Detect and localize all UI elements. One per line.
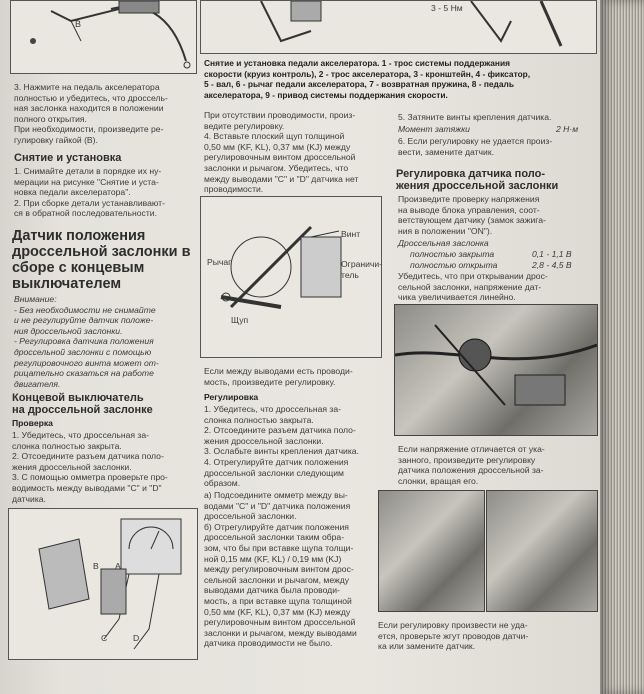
check-heading: Проверка [12,418,53,428]
deviation-text: Если напряжение отличается от ука- занного, произведите регулировку датчика положения дроссельной за- слонки, вращая его. [398,444,545,486]
if-conductivity-text: Если между выводами есть проводи- мость, произведите регулировку. [204,366,353,387]
figure-bottom-photo-right [486,490,598,612]
open-value: 2,8 - 4,5 В [532,260,572,270]
label-lever: Рычаг [207,257,232,267]
figure-bottom-photo-left [378,490,485,612]
removal-heading: Снятие и установка [14,152,122,164]
step6-text: 6. Если регулировку не удается произ- вести, замените датчик. [398,136,553,157]
voltage-label: Дроссельная заслонка [398,238,489,248]
closed-label: полностью закрыта [410,249,495,259]
figure-throttle-gauge [200,196,382,358]
removal-text: 1. Снимайте детали в порядке их ну- мерации на рисунке "Снятие и уста- новка педали акселератора". 2. При сборке детали устанавливают- ся в обратной последовательности. [14,166,165,219]
figure-ohmmeter [8,508,198,660]
adjust-heading: Регулировка [204,392,259,402]
switch-heading: Концевой выключатель на дроссельной заслонке [12,392,153,416]
fig-label-a: A [115,561,121,571]
fail-text: Если регулировку произвести не уда- ется, проверьте жгут проводов датчи- ка или замените датчик. [378,620,529,652]
torque-label: Момент затяжки [398,124,470,134]
pedal-illustration [201,1,596,53]
pedal-caption: Снятие и установка педали акселератора. 1 - трос системы поддержания скорости (круиз контроль), 2 - трос акселератора, 3 - кронштейн, 4 - фиксатор, 5 - вал, 6 - рычаг педали акселератора, 7 - возвратная пружина, 8 - педаль акселератора, 9 - привод системы поддержания скорости. [204,58,531,100]
step5-text: 5. Затяните винты крепления датчика. [398,112,552,122]
tps-heading: Регулировка датчика поло- жения дроссельной заслонки [396,168,559,192]
closed-value: 0,1 - 1,1 В [532,249,572,259]
torque-label-fig: 3 - 5 Нм [431,3,463,13]
label-screw: Винт [341,229,361,239]
sensor-heading: Датчик положения дроссельной заслонки в сборе с концевым выключателем [12,228,191,292]
fig-label-b: B [93,561,99,571]
no-conductivity-text: При отсутствии проводимости, произ- ведите регулировку. 4. Вставьте плоский щуп толщиной 0,50 мм (KF, KL), 0,37 мм (KJ) между регулировочным винтом дроссельной заслонки и рычагом. Убедитесь, что между выводами "C" и "D" датчика нет проводимости. [204,110,359,195]
page-edge [600,0,644,694]
figure-pedal [200,0,597,54]
torque-value: 2 Н·м [556,124,579,134]
adjust-a-text: а) Подсоедините омметр между вы- водами "C" и "D" датчика положения дроссельной заслонки. б) Отрегулируйте датчик положения дроссельной заслонки таким обра- зом, что бы при вставке щупа толщи- ной 0,15 мм (KF, KL) / 0,19 мм (KJ) между регулировочным винтом дрос- сельной заслонки и рычагом, между выводами датчика была проводи- мость, а при вставке щупа толщиной 0,50 мм (KF, KL), 0,37 мм (KJ) между регулировочным винтом дроссельной заслонки и рычагом, между выводами датчика проводимости не было. [204,490,357,649]
label-limiter: Ограничи- тель [341,259,383,280]
figure-label-b: B [75,19,82,29]
adjust-text: 1. Убедитесь, что дроссельная за- слонка полностью закрыта. 2. Отсоедините разъем датчика поло- жения дроссельной заслонки. 3. Ослабьте винты крепления датчика. 4. Отрегулируйте датчик положения дроссельной заслонки следующим образом. [204,404,359,489]
cable-illustration [11,1,196,73]
step3-text: 3. Нажмите на педаль акселератора полностью и убедитесь, что дроссель- ная заслонка находится в положении полного открытия. При необходимости, произведите ре- гулировку гайкой (В). [14,82,168,145]
tps-photo-illustration [395,305,597,435]
figure-tps-photo [394,304,598,436]
check-text: 1. Убедитесь, что дроссельная за- слонка полностью закрыта. 2. Отсоедините разъем датчика поло- жения дроссельной заслонки. 3. С помощью омметра проверьте про- водимость между выводами "C" и "D" датчика. [12,430,168,504]
tps-text: Произведите проверку напряжения на выводе блока управления, соот- ветствующем датчику (замок зажига- ния в положении "ON"). [398,194,546,236]
label-probe: Щуп [231,315,249,325]
attention-text: Внимание: - Без необходимости не снимайте и не регулируйте датчик положе- ния дроссельной заслонки. - Регулировка датчика положения дроссельной заслонки с помощью регулировочного винта может от- рицательно сказаться на работе двигателя. [14,294,159,389]
voltage-text: Убедитесь, что при открывании дрос- сельной заслонки, напряжение дат- чика увеличивается линейно. [398,271,548,303]
figure-cable-adjust [10,0,197,74]
open-label: полностью открыта [410,260,498,270]
fig-label-d: D [133,633,140,643]
fig-label-c: C [101,633,108,643]
